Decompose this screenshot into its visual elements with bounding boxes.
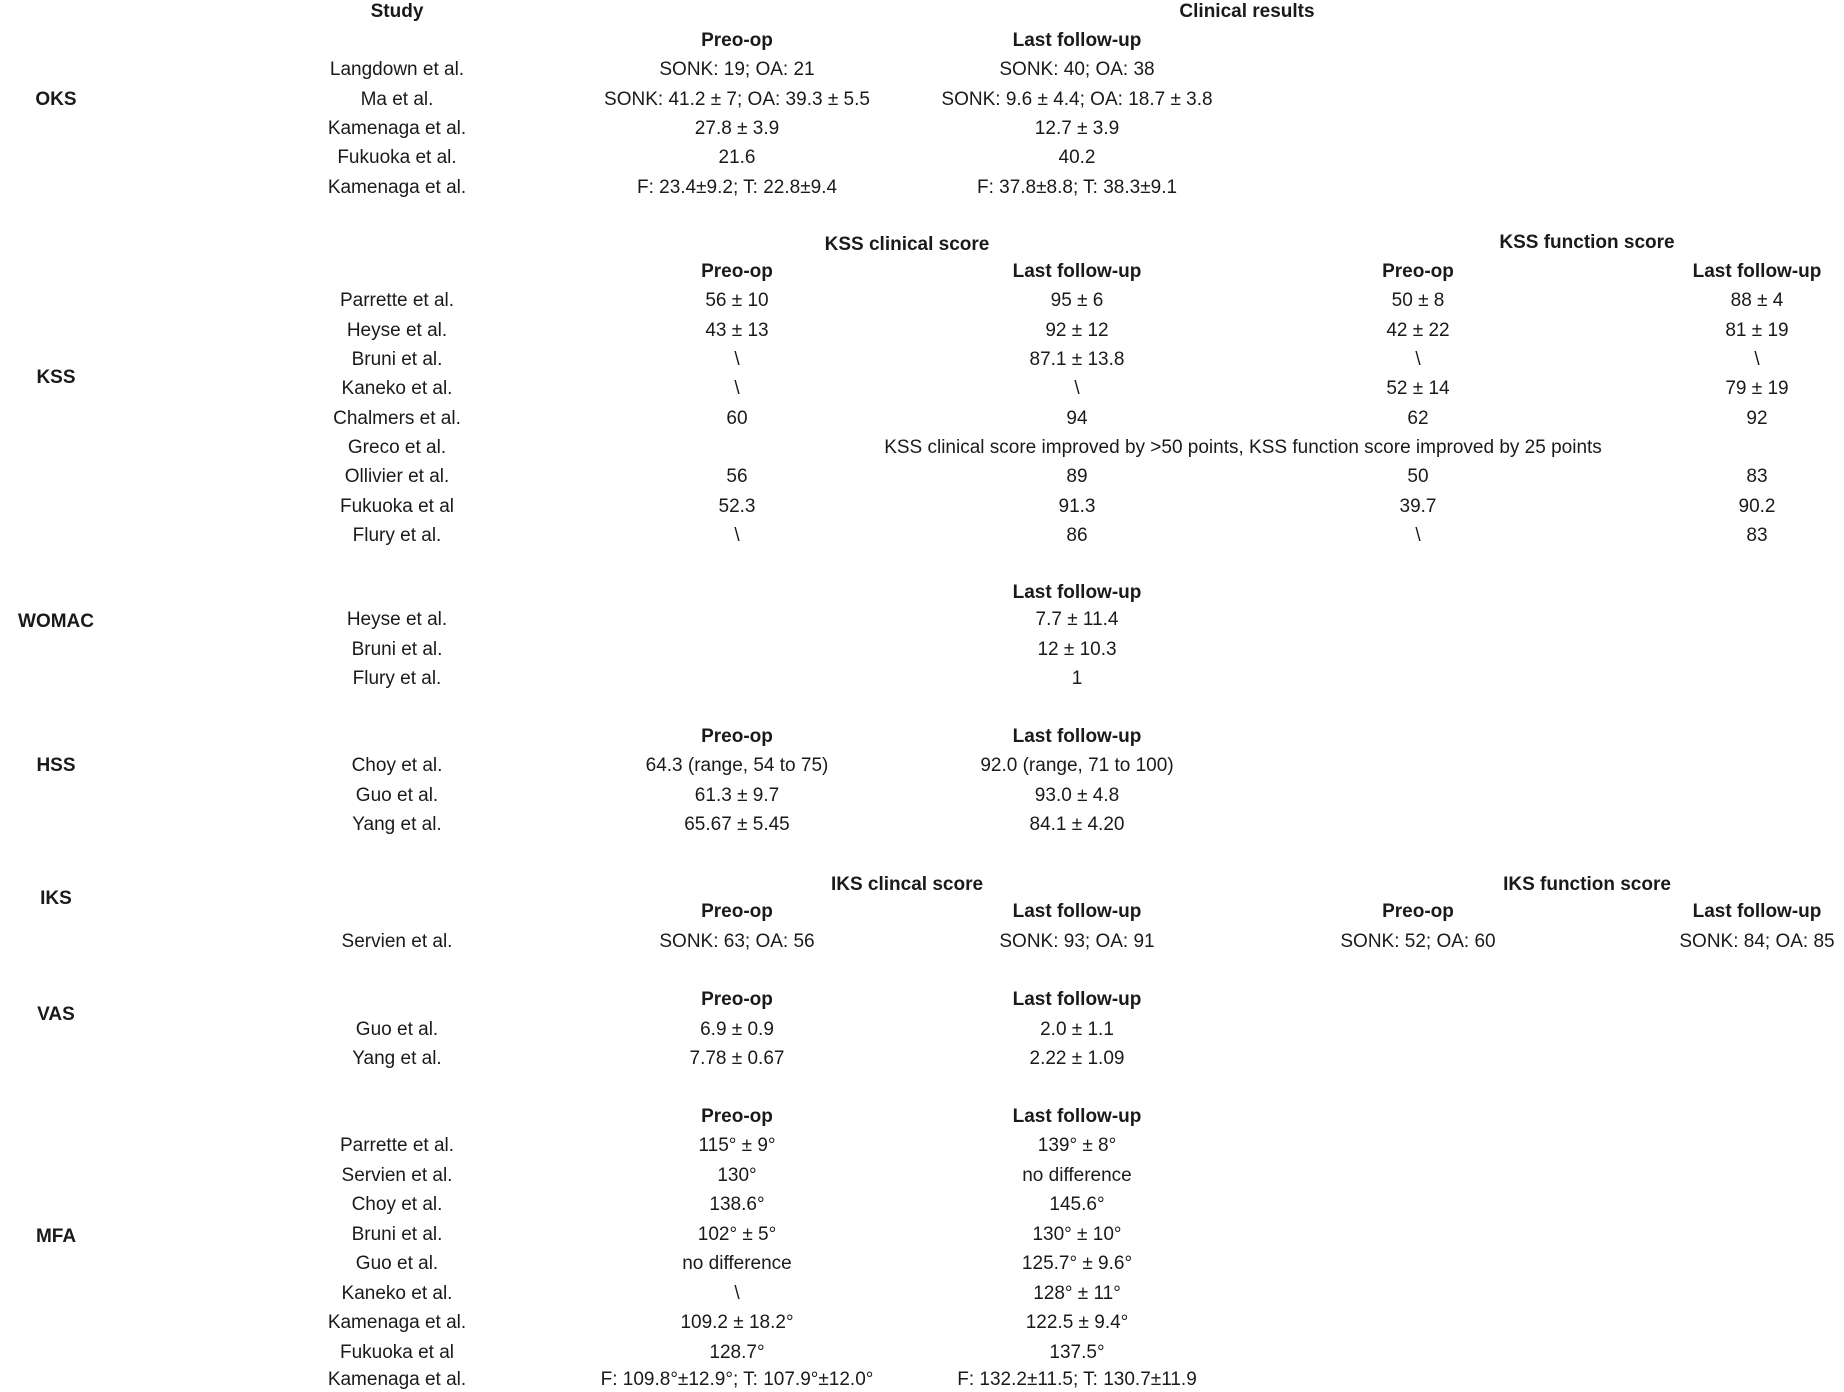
womac-last: 12 ± 10.3 xyxy=(1037,639,1117,660)
mfa-last: 122.5 ± 9.4° xyxy=(1025,1312,1129,1333)
womac-study: Bruni et al. xyxy=(351,639,443,660)
iks-f-preop-header: Preo-op xyxy=(1382,901,1454,922)
oks-last: SONK: 40; OA: 38 xyxy=(999,59,1155,80)
iks-clinical-header: IKS clincal score xyxy=(830,874,984,895)
kss-study: Heyse et al. xyxy=(346,320,448,341)
oks-study: Ma et al. xyxy=(360,89,434,110)
oks-preop: 27.8 ± 3.9 xyxy=(694,118,780,139)
vas-last: 2.22 ± 1.09 xyxy=(1029,1048,1125,1069)
hss-preop: 64.3 (range, 54 to 75) xyxy=(645,755,829,776)
kss-f-pre: \ xyxy=(1415,349,1421,370)
study-header: Study xyxy=(370,1,424,22)
mfa-study: Fukuoka et al xyxy=(339,1342,455,1363)
kss-c-preop-header: Preo-op xyxy=(701,261,773,282)
kss-f-pre: 39.7 xyxy=(1399,496,1437,517)
iks-f-pre: SONK: 52; OA: 60 xyxy=(1340,931,1496,952)
kss-function-header: KSS function score xyxy=(1499,232,1675,253)
kss-c-pre: 52.3 xyxy=(718,496,756,517)
kss-c-last: 91.3 xyxy=(1058,496,1096,517)
womac-last: 7.7 ± 11.4 xyxy=(1035,609,1119,630)
kss-f-pre: 50 ± 8 xyxy=(1391,290,1445,311)
mfa-last: 145.6° xyxy=(1049,1194,1105,1215)
hss-last: 92.0 (range, 71 to 100) xyxy=(980,755,1174,776)
kss-c-last: 94 xyxy=(1066,408,1088,429)
mfa-study: Bruni et al. xyxy=(351,1224,443,1245)
mfa-last: 128° ± 11° xyxy=(1033,1283,1121,1304)
mfa-study: Guo et al. xyxy=(355,1253,439,1274)
vas-last: 2.0 ± 1.1 xyxy=(1040,1019,1114,1040)
oks-preop: F: 23.4±9.2; T: 22.8±9.4 xyxy=(636,177,838,198)
mfa-last: no difference xyxy=(1022,1165,1132,1186)
mfa-preop: 109.2 ± 18.2° xyxy=(680,1312,794,1333)
kss-f-last: 81 ± 19 xyxy=(1725,320,1789,341)
kss-f-last: \ xyxy=(1754,349,1760,370)
womac-last-header: Last follow-up xyxy=(1012,582,1142,603)
oks-study: Langdown et al. xyxy=(329,59,465,80)
iks-function-header: IKS function score xyxy=(1503,874,1671,895)
kss-f-pre: 50 xyxy=(1407,466,1429,487)
kss-clinical-header: KSS clinical score xyxy=(824,234,990,255)
mfa-study: Kamenaga et al. xyxy=(327,1312,467,1333)
mfa-preop: 128.7° xyxy=(709,1342,765,1363)
kss-c-pre: 60 xyxy=(726,408,748,429)
kss-c-last: 87.1 ± 13.8 xyxy=(1029,349,1125,370)
kss-f-pre: \ xyxy=(1415,525,1421,546)
kss-study: Kaneko et al. xyxy=(341,378,453,399)
hss-study: Yang et al. xyxy=(352,814,442,835)
mfa-study: Kaneko et al. xyxy=(341,1283,453,1304)
vas-preop-header: Preo-op xyxy=(701,989,773,1010)
kss-study: Ollivier et al. xyxy=(344,466,450,487)
womac-study: Flury et al. xyxy=(352,668,442,689)
kss-f-last: 83 xyxy=(1746,466,1768,487)
kss-c-last-header: Last follow-up xyxy=(1012,261,1142,282)
mfa-preop: 102° ± 5° xyxy=(697,1224,777,1245)
oks-study: Fukuoka et al. xyxy=(337,147,457,168)
kss-c-last: 92 ± 12 xyxy=(1045,320,1109,341)
kss-greco-note: KSS clinical score improved by >50 points, KSS function score improved by 25 points xyxy=(884,437,1602,458)
mfa-study: Kamenaga et al. xyxy=(327,1369,467,1390)
mfa-preop: \ xyxy=(734,1283,740,1304)
kss-study: Bruni et al. xyxy=(351,349,443,370)
hss-preop: 65.67 ± 5.45 xyxy=(684,814,790,835)
hss-last: 93.0 ± 4.8 xyxy=(1034,785,1120,806)
kss-c-last: 86 xyxy=(1066,525,1088,546)
oks-last-header: Last follow-up xyxy=(1012,30,1142,51)
kss-f-pre: 52 ± 14 xyxy=(1386,378,1450,399)
iks-c-pre: SONK: 63; OA: 56 xyxy=(659,931,815,952)
section-label-iks: IKS xyxy=(40,888,72,909)
iks-f-last: SONK: 84; OA: 85 xyxy=(1679,931,1835,952)
kss-study: Parrette et al. xyxy=(339,290,455,311)
mfa-study: Choy et al. xyxy=(351,1194,443,1215)
oks-last: F: 37.8±8.8; T: 38.3±9.1 xyxy=(976,177,1178,198)
section-label-hss: HSS xyxy=(36,755,76,776)
hss-last: 84.1 ± 4.20 xyxy=(1029,814,1125,835)
mfa-last: 139° ± 8° xyxy=(1037,1135,1117,1156)
kss-study: Flury et al. xyxy=(352,525,442,546)
oks-last: 12.7 ± 3.9 xyxy=(1034,118,1120,139)
oks-preop-header: Preo-op xyxy=(701,30,773,51)
kss-f-last: 90.2 xyxy=(1738,496,1776,517)
mfa-study: Servien et al. xyxy=(341,1165,453,1186)
mfa-last: 137.5° xyxy=(1049,1342,1105,1363)
hss-study: Choy et al. xyxy=(351,755,443,776)
mfa-preop: 115° ± 9° xyxy=(698,1135,776,1156)
kss-c-pre: 43 ± 13 xyxy=(705,320,769,341)
section-label-vas: VAS xyxy=(37,1004,75,1025)
kss-f-last: 88 ± 4 xyxy=(1730,290,1784,311)
kss-c-last: 95 ± 6 xyxy=(1050,290,1104,311)
clinical-results-header: Clinical results xyxy=(1179,1,1315,22)
kss-c-pre: \ xyxy=(734,349,740,370)
mfa-last: 125.7° ± 9.6° xyxy=(1021,1253,1133,1274)
hss-last-header: Last follow-up xyxy=(1012,726,1142,747)
womac-last: 1 xyxy=(1071,668,1083,689)
hss-study: Guo et al. xyxy=(355,785,439,806)
kss-f-last: 92 xyxy=(1746,408,1768,429)
mfa-preop: 138.6° xyxy=(709,1194,765,1215)
kss-c-pre: \ xyxy=(734,525,740,546)
kss-study: Fukuoka et al xyxy=(339,496,455,517)
hss-preop-header: Preo-op xyxy=(701,726,773,747)
vas-last-header: Last follow-up xyxy=(1012,989,1142,1010)
kss-c-pre: 56 xyxy=(726,466,748,487)
kss-c-pre: 56 ± 10 xyxy=(705,290,769,311)
mfa-last: F: 132.2±11.5; T: 130.7±11.9 xyxy=(957,1369,1197,1390)
oks-preop: 21.6 xyxy=(718,147,756,168)
mfa-last-header: Last follow-up xyxy=(1012,1106,1142,1127)
iks-c-last: SONK: 93; OA: 91 xyxy=(999,931,1155,952)
oks-last: SONK: 9.6 ± 4.4; OA: 18.7 ± 3.8 xyxy=(941,89,1213,110)
iks-study: Servien et al. xyxy=(341,931,453,952)
kss-f-pre: 62 xyxy=(1407,408,1429,429)
iks-c-last-header: Last follow-up xyxy=(1012,901,1142,922)
oks-preop: SONK: 19; OA: 21 xyxy=(659,59,815,80)
section-label-womac: WOMAC xyxy=(18,611,94,632)
iks-c-preop-header: Preo-op xyxy=(701,901,773,922)
kss-study: Greco et al. xyxy=(347,437,447,458)
vas-study: Guo et al. xyxy=(355,1019,439,1040)
mfa-last: 130° ± 10° xyxy=(1032,1224,1122,1245)
section-label-kss: KSS xyxy=(36,367,76,388)
oks-study: Kamenaga et al. xyxy=(327,118,467,139)
iks-f-last-header: Last follow-up xyxy=(1692,901,1822,922)
section-label-mfa: MFA xyxy=(35,1226,77,1247)
kss-c-last: 89 xyxy=(1066,466,1088,487)
kss-study: Chalmers et al. xyxy=(333,408,461,429)
oks-preop: SONK: 41.2 ± 7; OA: 39.3 ± 5.5 xyxy=(604,89,870,110)
mfa-preop: F: 109.8°±12.9°; T: 107.9°±12.0° xyxy=(600,1369,874,1390)
oks-study: Kamenaga et al. xyxy=(327,177,467,198)
mfa-preop: no difference xyxy=(682,1253,792,1274)
kss-c-last: \ xyxy=(1074,378,1080,399)
mfa-preop: 130° xyxy=(717,1165,757,1186)
kss-f-last-header: Last follow-up xyxy=(1692,261,1822,282)
oks-last: 40.2 xyxy=(1058,147,1096,168)
womac-study: Heyse et al. xyxy=(346,609,448,630)
kss-f-pre: 42 ± 22 xyxy=(1386,320,1450,341)
vas-study: Yang et al. xyxy=(352,1048,442,1069)
mfa-preop-header: Preo-op xyxy=(701,1106,773,1127)
mfa-study: Parrette et al. xyxy=(339,1135,455,1156)
kss-f-last: 83 xyxy=(1746,525,1768,546)
vas-preop: 7.78 ± 0.67 xyxy=(689,1048,785,1069)
section-label-oks: OKS xyxy=(35,89,77,110)
kss-c-pre: \ xyxy=(734,378,740,399)
hss-preop: 61.3 ± 9.7 xyxy=(694,785,780,806)
kss-f-preop-header: Preo-op xyxy=(1382,261,1454,282)
vas-preop: 6.9 ± 0.9 xyxy=(700,1019,774,1040)
kss-f-last: 79 ± 19 xyxy=(1725,378,1789,399)
